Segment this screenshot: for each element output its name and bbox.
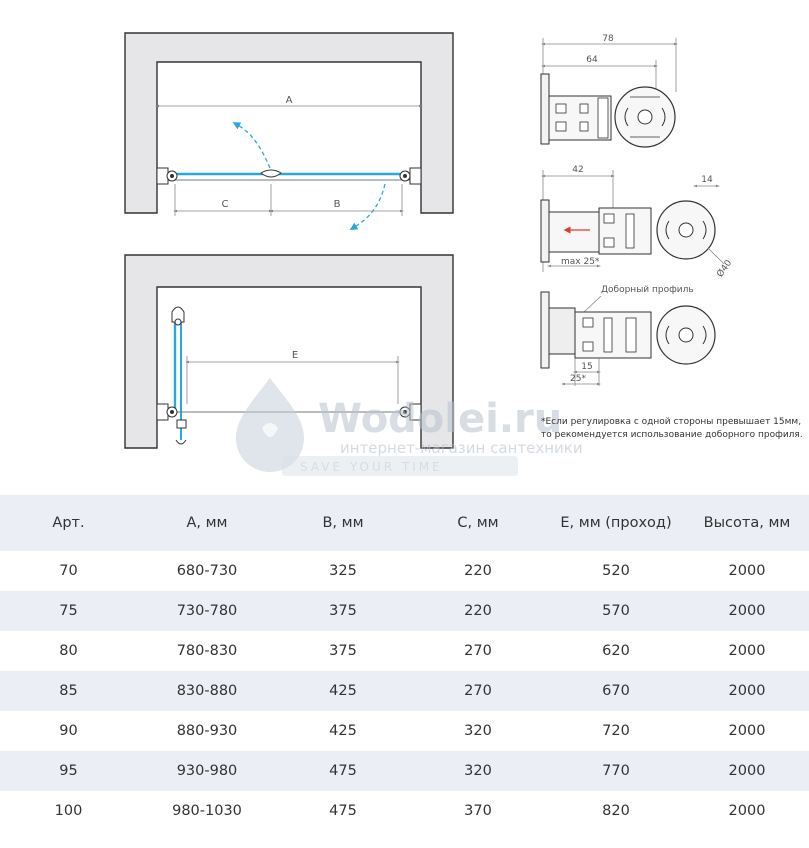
cell-b: 425 [277, 671, 409, 711]
header-b: В, мм [277, 495, 409, 551]
cell-e: 820 [602, 803, 630, 819]
cell-e: 770 [547, 751, 685, 791]
footnote-line-2: то рекомендуется использование доборного профиля. [541, 430, 803, 440]
table-row [0, 671, 809, 711]
plan-top [125, 33, 453, 228]
profile-dim-42: 42 [572, 165, 584, 175]
cell-height: 2000 [728, 643, 766, 659]
cell-a: 930-980 [137, 751, 277, 791]
table-row [0, 591, 809, 631]
table-row [0, 711, 809, 751]
watermark [236, 378, 583, 476]
profile-detail-2 [541, 165, 734, 279]
cell-c: 270 [409, 671, 547, 711]
cell-art: 70 [59, 563, 78, 579]
table-header-row [0, 495, 809, 551]
cell-art: 80 [59, 643, 78, 659]
profile-dim-max25: max 25* [561, 257, 600, 267]
cell-b: 375 [277, 591, 409, 631]
cell-height: 2000 [728, 803, 766, 819]
cell-c: 370 [464, 803, 492, 819]
dim-c-label: C [221, 199, 229, 210]
profile-dim-25: 25* [570, 374, 586, 384]
watermark-slogan: SAVE YOUR TIME [300, 460, 443, 474]
cell-e: 520 [602, 563, 630, 579]
profile-detail-1 [541, 34, 676, 147]
cell-b: 375 [329, 643, 357, 659]
cell-a: 780-830 [176, 643, 238, 659]
left-wall-bracket [157, 168, 177, 184]
profile-detail-3 [541, 285, 715, 386]
right-wall-bracket [400, 168, 421, 184]
cell-height: 2000 [685, 671, 809, 711]
dim-e-label: E [291, 350, 299, 361]
profile-dim-14: 14 [701, 175, 713, 185]
cell-b: 325 [329, 563, 357, 579]
footnote-line-1: *Если регулировка с одной стороны превышает 15мм, [541, 417, 802, 427]
cell-e: 620 [602, 643, 630, 659]
cell-c: 220 [464, 563, 492, 579]
cell-art: 90 [59, 723, 78, 739]
table-row [0, 551, 809, 591]
cell-a: 980-1030 [172, 803, 242, 819]
profile-dim-78: 78 [602, 34, 614, 44]
table-row [0, 751, 809, 791]
cell-art: 100 [54, 803, 83, 819]
header-height: Высота, мм [685, 495, 809, 551]
table-row [0, 791, 809, 831]
header-art: Арт. [0, 495, 137, 551]
cell-height: 2000 [685, 591, 809, 631]
cell-height: 2000 [728, 563, 766, 579]
watermark-title: Wodolei.ru [318, 396, 563, 442]
cell-c: 220 [409, 591, 547, 631]
table-row [0, 631, 809, 671]
cell-c: 320 [409, 751, 547, 791]
profile-dim-40: Ø40 [715, 258, 735, 280]
cell-a: 880-930 [176, 723, 238, 739]
dim-a-label: A [285, 95, 293, 106]
cell-art: 75 [0, 591, 137, 631]
cell-art: 95 [0, 751, 137, 791]
sizes-table [0, 495, 809, 831]
profile-dim-15: 15 [581, 362, 593, 372]
cell-e: 670 [547, 671, 685, 711]
cell-b: 475 [277, 751, 409, 791]
cell-height: 2000 [728, 723, 766, 739]
cell-e: 570 [547, 591, 685, 631]
cell-b: 475 [329, 803, 357, 819]
cell-c: 270 [464, 643, 492, 659]
cell-c: 320 [464, 723, 492, 739]
header-e: Е, мм (проход) [547, 495, 685, 551]
footnote [541, 416, 806, 442]
header-a: А, мм [137, 495, 277, 551]
cell-b: 425 [329, 723, 357, 739]
cell-a: 830-880 [137, 671, 277, 711]
extension-profile-label: Доборный профиль [601, 285, 694, 295]
header-c: С, мм [409, 495, 547, 551]
cell-e: 720 [602, 723, 630, 739]
cell-art: 85 [0, 671, 137, 711]
dim-b-label: B [333, 199, 341, 210]
profile-dim-64: 64 [586, 55, 598, 65]
cell-height: 2000 [685, 751, 809, 791]
cell-a: 730-780 [137, 591, 277, 631]
watermark-subtitle: интернет-магазин сантехники [340, 439, 583, 457]
door-handle [261, 170, 281, 177]
cell-a: 680-730 [176, 563, 238, 579]
